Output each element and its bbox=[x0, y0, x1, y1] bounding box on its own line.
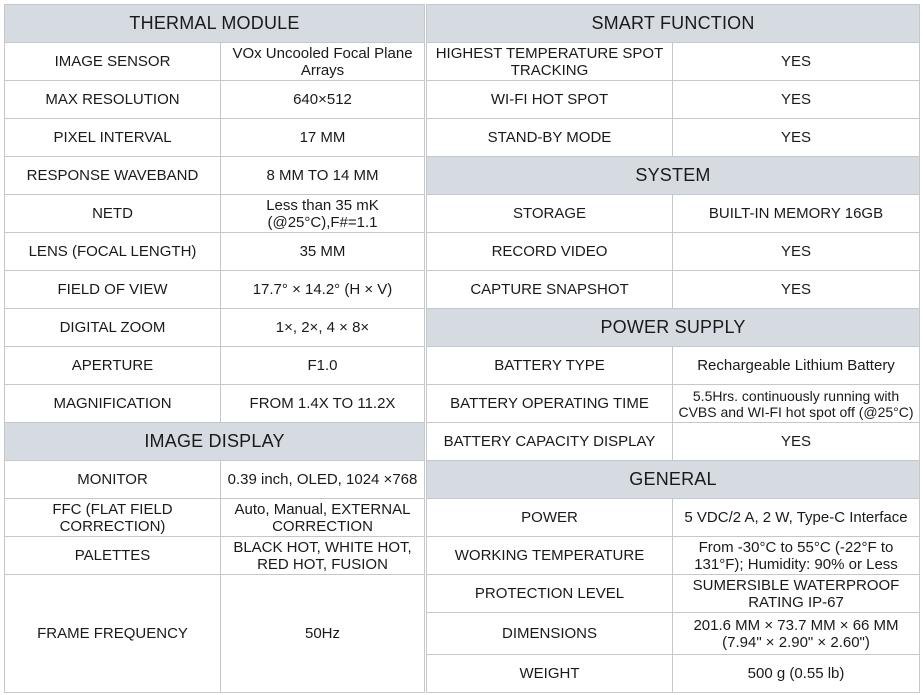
spec-value: YES bbox=[673, 81, 920, 119]
spec-value: YES bbox=[673, 271, 920, 309]
table-row bbox=[427, 423, 920, 461]
spec-label: FRAME FREQUENCY bbox=[5, 575, 221, 693]
table-row bbox=[427, 613, 920, 655]
spec-value: YES bbox=[673, 119, 920, 157]
spec-label: MAGNIFICATION bbox=[5, 385, 221, 423]
spec-label: MAX RESOLUTION bbox=[5, 81, 221, 119]
section-header-image-display: IMAGE DISPLAY bbox=[5, 423, 425, 461]
spec-value: 35 MM bbox=[221, 233, 425, 271]
section-header-row bbox=[427, 309, 920, 347]
section-header-row bbox=[5, 423, 425, 461]
left-spec-table bbox=[4, 4, 425, 693]
spec-value: YES bbox=[673, 43, 920, 81]
table-row bbox=[5, 195, 425, 233]
table-row bbox=[5, 81, 425, 119]
spec-value: 640×512 bbox=[221, 81, 425, 119]
spec-label: IMAGE SENSOR bbox=[5, 43, 221, 81]
table-row bbox=[427, 575, 920, 613]
right-spec-table bbox=[426, 4, 920, 693]
spec-label: MONITOR bbox=[5, 461, 221, 499]
spec-label: FIELD OF VIEW bbox=[5, 271, 221, 309]
spec-value: 8 MM TO 14 MM bbox=[221, 157, 425, 195]
table-row bbox=[427, 81, 920, 119]
spec-label: FFC (FLAT FIELD CORRECTION) bbox=[5, 499, 221, 537]
spec-label: APERTURE bbox=[5, 347, 221, 385]
table-row bbox=[5, 461, 425, 499]
table-row bbox=[5, 309, 425, 347]
spec-label: STAND-BY MODE bbox=[427, 119, 673, 157]
section-header-power-supply: POWER SUPPLY bbox=[427, 309, 920, 347]
section-header-smart-function: SMART FUNCTION bbox=[427, 5, 920, 43]
spec-label: PIXEL INTERVAL bbox=[5, 119, 221, 157]
spec-label: BATTERY TYPE bbox=[427, 347, 673, 385]
table-row bbox=[427, 43, 920, 81]
spec-label: WI-FI HOT SPOT bbox=[427, 81, 673, 119]
spec-value: 0.39 inch, OLED, 1024 ×768 bbox=[221, 461, 425, 499]
section-header-row bbox=[5, 5, 425, 43]
table-row bbox=[427, 233, 920, 271]
spec-label: DIGITAL ZOOM bbox=[5, 309, 221, 347]
spec-value: BLACK HOT, WHITE HOT, RED HOT, FUSION bbox=[221, 537, 425, 575]
spec-value: 5.5Hrs. continuously running with CVBS and WI-FI hot spot off (@25°C) bbox=[673, 385, 920, 423]
table-row bbox=[5, 499, 425, 537]
spec-value: 5 VDC/2 A, 2 W, Type-C Interface bbox=[673, 499, 920, 537]
section-header-thermal-module: THERMAL MODULE bbox=[5, 5, 425, 43]
section-header-row bbox=[427, 157, 920, 195]
table-row bbox=[5, 119, 425, 157]
left-spec-column bbox=[4, 4, 424, 693]
table-row bbox=[5, 43, 425, 81]
spec-value: SUMERSIBLE WATERPROOF RATING IP-67 bbox=[673, 575, 920, 613]
section-header-row bbox=[427, 461, 920, 499]
spec-label: RESPONSE WAVEBAND bbox=[5, 157, 221, 195]
spec-value: FROM 1.4X TO 11.2X bbox=[221, 385, 425, 423]
table-row bbox=[427, 499, 920, 537]
spec-value: From -30°C to 55°C (-22°F to 131°F); Humidity: 90% or Less bbox=[673, 537, 920, 575]
spec-label: STORAGE bbox=[427, 195, 673, 233]
spec-value: Rechargeable Lithium Battery bbox=[673, 347, 920, 385]
spec-value: YES bbox=[673, 233, 920, 271]
section-header-general: GENERAL bbox=[427, 461, 920, 499]
spec-value: 50Hz bbox=[221, 575, 425, 693]
spec-label: BATTERY CAPACITY DISPLAY bbox=[427, 423, 673, 461]
spec-label: LENS (FOCAL LENGTH) bbox=[5, 233, 221, 271]
table-row bbox=[427, 347, 920, 385]
spec-label: DIMENSIONS bbox=[427, 613, 673, 655]
spec-value: 17 MM bbox=[221, 119, 425, 157]
spec-label: POWER bbox=[427, 499, 673, 537]
table-row bbox=[5, 537, 425, 575]
right-spec-column bbox=[426, 4, 919, 693]
spec-value: YES bbox=[673, 423, 920, 461]
spec-value: 1×, 2×, 4 × 8× bbox=[221, 309, 425, 347]
spec-label: RECORD VIDEO bbox=[427, 233, 673, 271]
spec-value: 17.7° × 14.2° (H × V) bbox=[221, 271, 425, 309]
section-header-system: SYSTEM bbox=[427, 157, 920, 195]
spec-label: CAPTURE SNAPSHOT bbox=[427, 271, 673, 309]
table-row bbox=[427, 537, 920, 575]
spec-value: BUILT-IN MEMORY 16GB bbox=[673, 195, 920, 233]
spec-label: BATTERY OPERATING TIME bbox=[427, 385, 673, 423]
spec-value: Auto, Manual, EXTERNAL CORRECTION bbox=[221, 499, 425, 537]
table-row bbox=[5, 385, 425, 423]
spec-label: WORKING TEMPERATURE bbox=[427, 537, 673, 575]
spec-label: PROTECTION LEVEL bbox=[427, 575, 673, 613]
spec-value: F1.0 bbox=[221, 347, 425, 385]
spec-value: VOx Uncooled Focal Plane Arrays bbox=[221, 43, 425, 81]
table-row bbox=[427, 195, 920, 233]
spec-value: 201.6 MM × 73.7 MM × 66 MM (7.94" × 2.90" × 2.60") bbox=[673, 613, 920, 655]
table-row bbox=[427, 385, 920, 423]
spec-value: Less than 35 mK (@25°C),F#=1.1 bbox=[221, 195, 425, 233]
table-row bbox=[5, 347, 425, 385]
spec-label: WEIGHT bbox=[427, 655, 673, 693]
table-row bbox=[5, 271, 425, 309]
table-row bbox=[5, 575, 425, 693]
table-row bbox=[427, 119, 920, 157]
section-header-row bbox=[427, 5, 920, 43]
spec-label: HIGHEST TEMPERATURE SPOT TRACKING bbox=[427, 43, 673, 81]
table-row bbox=[5, 157, 425, 195]
table-row bbox=[427, 655, 920, 693]
table-row bbox=[5, 233, 425, 271]
spec-label: NETD bbox=[5, 195, 221, 233]
spec-value: 500 g (0.55 lb) bbox=[673, 655, 920, 693]
table-row bbox=[427, 271, 920, 309]
spec-label: PALETTES bbox=[5, 537, 221, 575]
